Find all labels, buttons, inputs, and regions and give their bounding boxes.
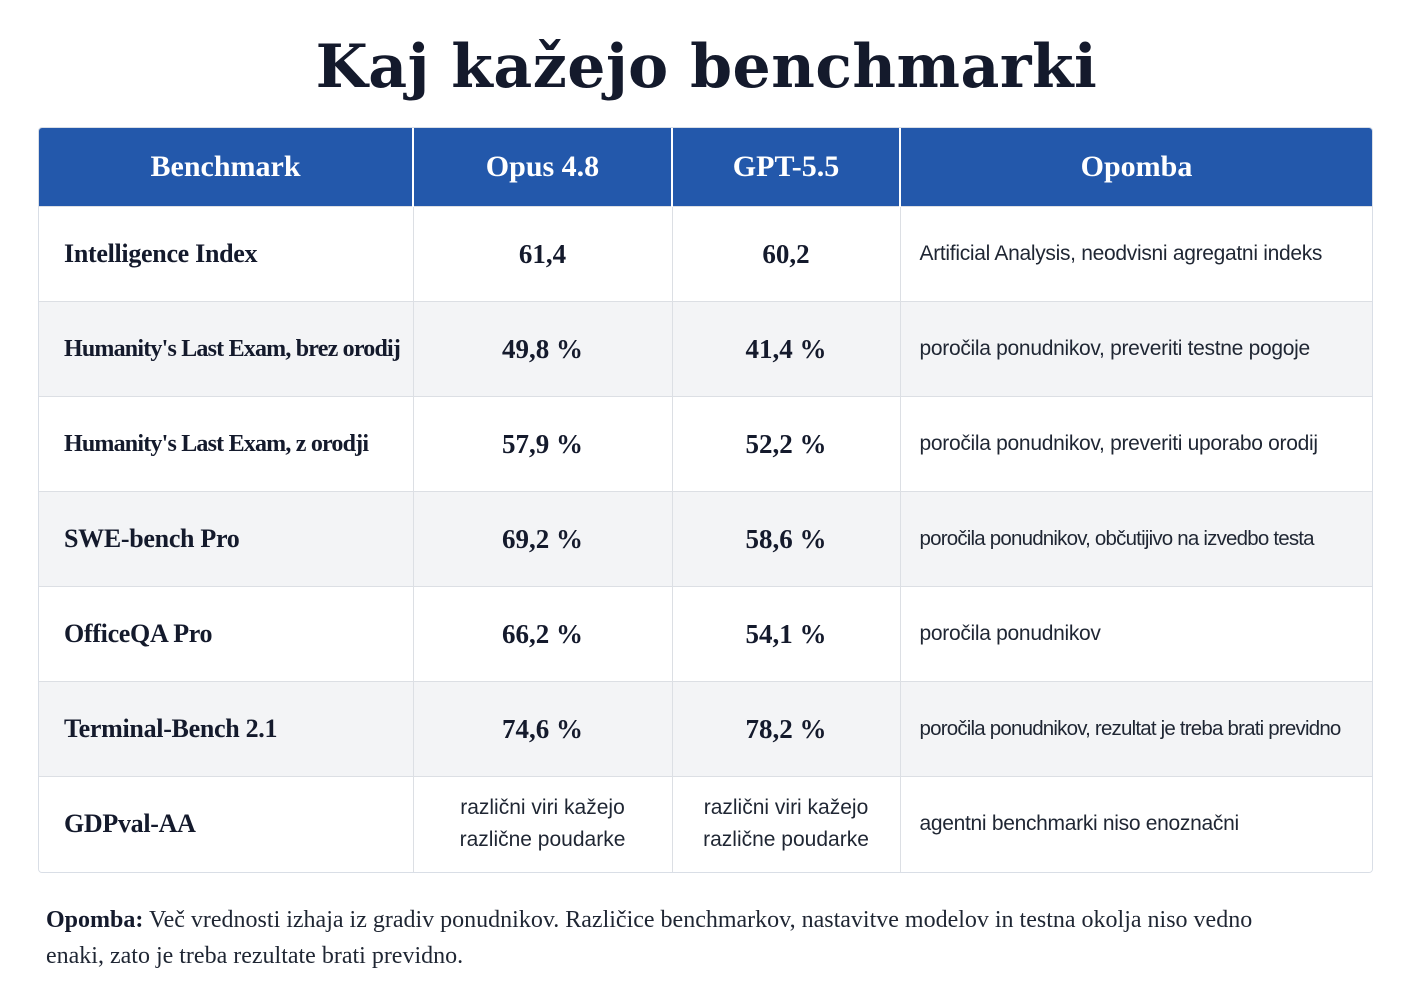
benchmark-name: OfficeQA Pro [39, 587, 413, 682]
page-title: Kaj kažejo benchmarki [315, 32, 1098, 102]
gpt-value: 78,2 % [672, 682, 900, 777]
table-row [39, 397, 1372, 492]
benchmark-table [38, 127, 1373, 873]
row-note: Artificial Analysis, neodvisni agregatni indeks [900, 207, 1372, 302]
benchmark-name: Humanity's Last Exam, z orodji [39, 397, 413, 492]
gpt-value: 41,4 % [672, 302, 900, 397]
gpt-value: 54,1 % [672, 587, 900, 682]
footnote-text: Več vrednosti izhaja iz gradiv ponudnikov. Različice benchmarkov, nastavitve modelov in testna okolja niso vedno enaki, zato je treba rezultate brati previdno. [46, 907, 1253, 969]
footnote-label: Opomba: [46, 907, 144, 933]
row-note: poročila ponudnikov, preveriti testne pogoje [900, 302, 1372, 397]
benchmark-name: Intelligence Index [39, 207, 413, 302]
table-row [39, 492, 1372, 587]
row-note: poročila ponudnikov, občutijivo na izvedbo testa [900, 492, 1372, 587]
row-note: agentni benchmarki niso enoznačni [900, 777, 1372, 872]
opus-value: 66,2 % [413, 587, 672, 682]
benchmark-name: SWE-bench Pro [39, 492, 413, 587]
table-row [39, 587, 1372, 682]
gpt-value-text: različni viri kažejo različne poudarke [703, 796, 869, 852]
opus-value: 49,8 % [413, 302, 672, 397]
header-opus: Opus 4.8 [413, 128, 672, 207]
footnote [46, 902, 1296, 974]
benchmark-name: Humanity's Last Exam, brez orodij [39, 302, 413, 397]
opus-value: 74,6 % [413, 682, 672, 777]
header-note: Opomba [900, 128, 1372, 207]
row-note: poročila ponudnikov, rezultat je treba brati previdno [900, 682, 1372, 777]
opus-value: 57,9 % [413, 397, 672, 492]
table-row [39, 302, 1372, 397]
gpt-value: 58,6 % [672, 492, 900, 587]
opus-value: 61,4 [413, 207, 672, 302]
row-note: poročila ponudnikov, preveriti uporabo orodij [900, 397, 1372, 492]
opus-value-text: različni viri kažejo različne poudarke [459, 796, 626, 852]
benchmark-name: Terminal-Bench 2.1 [39, 682, 413, 777]
header-gpt: GPT-5.5 [672, 128, 900, 207]
table-row [39, 207, 1372, 302]
table-row [39, 682, 1372, 777]
table-header-row [39, 128, 1372, 207]
gpt-value: 60,2 [672, 207, 900, 302]
gpt-value [672, 777, 900, 872]
benchmark-name: GDPval-AA [39, 777, 413, 872]
row-note: poročila ponudnikov [900, 587, 1372, 682]
opus-value [413, 777, 672, 872]
gpt-value: 52,2 % [672, 397, 900, 492]
opus-value: 69,2 % [413, 492, 672, 587]
table-row [39, 777, 1372, 872]
header-benchmark: Benchmark [39, 128, 413, 207]
